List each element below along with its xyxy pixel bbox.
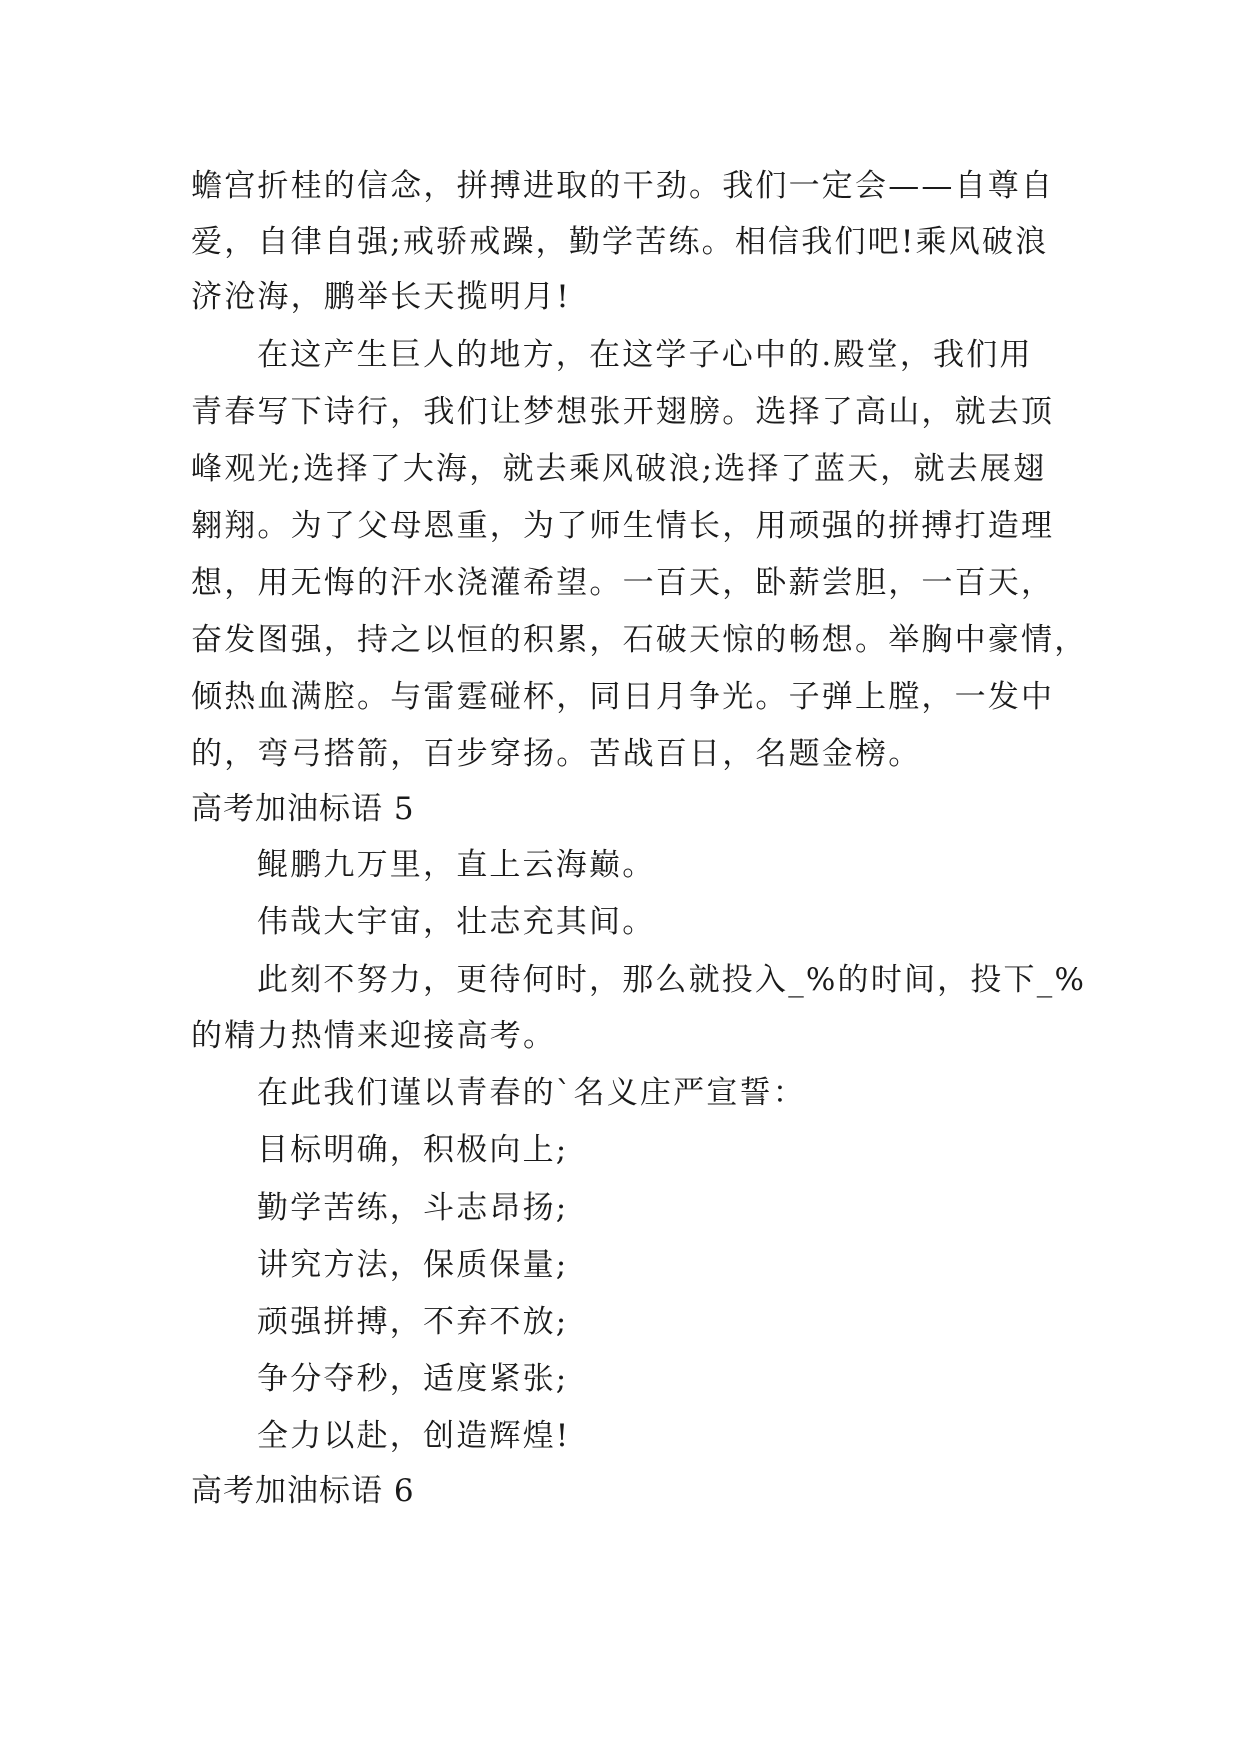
paragraph-line: 倾热血满腔。与雷霆碰杯，同日月争光。子弹上膛，一发中: [191, 679, 1055, 715]
paragraph-line: 的精力热情来迎接高考。: [191, 1018, 557, 1054]
oath-line: 勤学苦练，斗志昂扬;: [257, 1190, 569, 1226]
oath-line: 争分夺秒，适度紧张;: [257, 1361, 569, 1397]
paragraph-line: 蟾宫折桂的信念，拼搏进取的干劲。我们一定会——自尊自: [191, 168, 1055, 204]
paragraph-line: 青春写下诗行，我们让梦想张开翅膀。选择了高山，就去顶: [191, 394, 1055, 430]
paragraph-line: 爱，自律自强;戒骄戒躁，勤学苦练。相信我们吧!乘风破浪: [191, 224, 1049, 260]
oath-line: 目标明确，积极向上;: [257, 1132, 569, 1168]
oath-intro: 在此我们谨以青春的`名义庄严宣誓：: [257, 1075, 806, 1111]
oath-line: 讲究方法，保质保量;: [257, 1247, 569, 1283]
paragraph-line: 济沧海，鹏举长天揽明月!: [191, 279, 571, 315]
paragraph-line: 翱翔。为了父母恩重，为了师生情长，用顽强的拼搏打造理: [191, 508, 1055, 544]
section-heading: 高考加油标语 6: [191, 1473, 415, 1509]
oath-line: 顽强拼搏，不弃不放;: [257, 1304, 569, 1340]
paragraph-line: 奋发图强，持之以恒的积累，石破天惊的畅想。举胸中豪情，: [191, 622, 1088, 658]
section-heading: 高考加油标语 5: [191, 791, 415, 827]
paragraph-line: 峰观光;选择了大海，就去乘风破浪;选择了蓝天，就去展翅: [191, 451, 1047, 487]
verse-line: 伟哉大宇宙，壮志充其间。: [257, 904, 656, 940]
verse-line: 鲲鹏九万里，直上云海巅。: [257, 847, 656, 883]
paragraph-line: 此刻不努力，更待何时，那么就投入_%的时间，投下_%: [257, 962, 1087, 998]
paragraph-line: 在这产生巨人的地方，在这学子心中的.殿堂，我们用: [257, 337, 1033, 373]
paragraph-line: 的，弯弓搭箭，百步穿扬。苦战百日，名题金榜。: [191, 736, 922, 772]
oath-line: 全力以赴，创造辉煌!: [257, 1418, 571, 1454]
paragraph-line: 想，用无悔的汗水浇灌希望。一百天，卧薪尝胆，一百天，: [191, 565, 1055, 601]
